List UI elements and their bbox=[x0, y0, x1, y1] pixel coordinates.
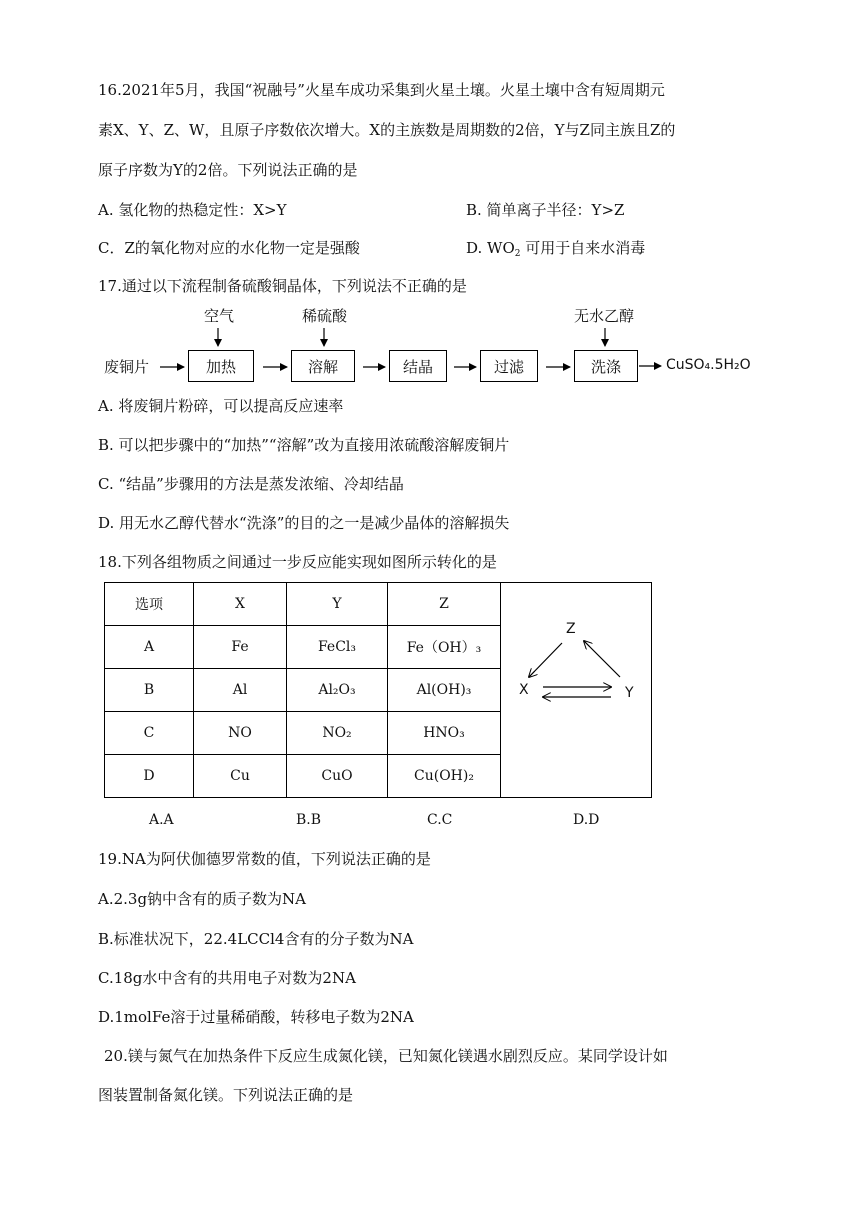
q18-stem: 18.下列各组物质之间通过一步反应能实现如图所示转化的是 bbox=[98, 553, 497, 571]
header-x: X bbox=[194, 583, 287, 626]
flow-step-dissolve: 溶解 bbox=[291, 350, 355, 382]
q16-option-a: A. 氢化物的热稳定性：X>Y bbox=[98, 201, 287, 219]
diagram-label-z: Z bbox=[566, 621, 576, 637]
cell-option: B bbox=[105, 669, 194, 712]
q17-option-c: C. “结晶”步骤用的方法是蒸发浓缩、冷却结晶 bbox=[98, 475, 404, 493]
cell-z: Al(OH)₃ bbox=[388, 669, 501, 712]
cell-y: NO₂ bbox=[287, 712, 388, 755]
transformation-diagram bbox=[501, 583, 651, 799]
diagram-label-x: X bbox=[519, 682, 529, 698]
q16-stem-line2: 素X、Y、Z、W，且原子序数依次增大。X的主族数是周期数的2倍，Y与Z同主族且Z的 bbox=[98, 121, 676, 139]
flow-reagent-ethanol: 无水乙醇 bbox=[574, 307, 635, 325]
diagram-label-y: Y bbox=[625, 685, 634, 701]
cell-option: A bbox=[105, 626, 194, 669]
flow-step-wash: 洗涤 bbox=[574, 350, 638, 382]
flow-reagent-air: 空气 bbox=[204, 307, 235, 325]
header-z: Z bbox=[388, 583, 501, 626]
q16-option-d-suffix: 可用于自来水消毒 bbox=[520, 239, 646, 257]
q18-answer-d: D.D bbox=[573, 812, 600, 828]
q19-option-d: D.1molFe溶于过量稀硝酸，转移电子数为2NA bbox=[98, 1008, 414, 1026]
flow-reagent-acid: 稀硫酸 bbox=[302, 307, 348, 325]
q17-stem: 17.通过以下流程制备硫酸铜晶体，下列说法不正确的是 bbox=[98, 277, 467, 295]
table-header-row bbox=[105, 583, 652, 626]
flowchart-arrows bbox=[0, 0, 860, 400]
q16-option-c: C．Z的氧化物对应的水化物一定是强酸 bbox=[98, 239, 360, 257]
q18-table bbox=[104, 582, 652, 798]
transformation-diagram-cell bbox=[501, 583, 652, 798]
flow-step-heat: 加热 bbox=[188, 350, 254, 382]
flow-start-label: 废铜片 bbox=[104, 358, 150, 376]
cell-option: D bbox=[105, 755, 194, 798]
cell-z: Fe（OH）₃ bbox=[388, 626, 501, 669]
q17-option-b: B. 可以把步骤中的“加热”“溶解”改为直接用浓硫酸溶解废铜片 bbox=[98, 436, 510, 454]
q18-answer-a: A.A bbox=[149, 812, 174, 828]
q20-stem-line1: 20.镁与氮气在加热条件下反应生成氮化镁，已知氮化镁遇水剧烈反应。某同学设计如 bbox=[104, 1047, 668, 1065]
q20-stem-line2: 图装置制备氮化镁。下列说法正确的是 bbox=[98, 1086, 354, 1104]
cell-y: Al₂O₃ bbox=[287, 669, 388, 712]
q16-option-b: B. 简单离子半径：Y>Z bbox=[466, 201, 625, 219]
flow-product: CuSO₄.5H₂O bbox=[666, 357, 751, 373]
cell-y: CuO bbox=[287, 755, 388, 798]
cell-x: Al bbox=[194, 669, 287, 712]
q16-stem-line3: 原子序数为Y的2倍。下列说法正确的是 bbox=[98, 161, 358, 179]
q17-option-a: A. 将废铜片粉碎，可以提高反应速率 bbox=[98, 397, 344, 415]
cell-option: C bbox=[105, 712, 194, 755]
q16-option-d-prefix: D. WO bbox=[466, 239, 515, 257]
header-option: 选项 bbox=[105, 583, 194, 626]
flow-step-crystallize: 结晶 bbox=[389, 350, 447, 382]
q19-stem: 19.NA为阿伏伽德罗常数的值，下列说法正确的是 bbox=[98, 850, 431, 868]
q18-answer-b: B.B bbox=[296, 812, 322, 828]
q19-option-a: A.2.3g钠中含有的质子数为NA bbox=[98, 890, 307, 908]
q16-stem-line1: 16.2021年5月，我国“祝融号”火星车成功采集到火星土壤。火星土壤中含有短周期元 bbox=[98, 81, 665, 99]
flow-step-filter: 过滤 bbox=[480, 350, 538, 382]
q16-option-d-sub: 2 bbox=[514, 249, 521, 259]
q18-answer-c: C.C bbox=[427, 812, 453, 828]
cell-x: Cu bbox=[194, 755, 287, 798]
cell-x: NO bbox=[194, 712, 287, 755]
cell-z: HNO₃ bbox=[388, 712, 501, 755]
q19-option-b: B.标准状况下，22.4LCCl4含有的分子数为NA bbox=[98, 930, 414, 948]
cell-x: Fe bbox=[194, 626, 287, 669]
q19-option-c: C.18g水中含有的共用电子对数为2NA bbox=[98, 969, 356, 987]
cell-z: Cu(OH)₂ bbox=[388, 755, 501, 798]
q17-option-d: D. 用无水乙醇代替水“洗涤”的目的之一是减少晶体的溶解损失 bbox=[98, 514, 510, 532]
cell-y: FeCl₃ bbox=[287, 626, 388, 669]
header-y: Y bbox=[287, 583, 388, 626]
